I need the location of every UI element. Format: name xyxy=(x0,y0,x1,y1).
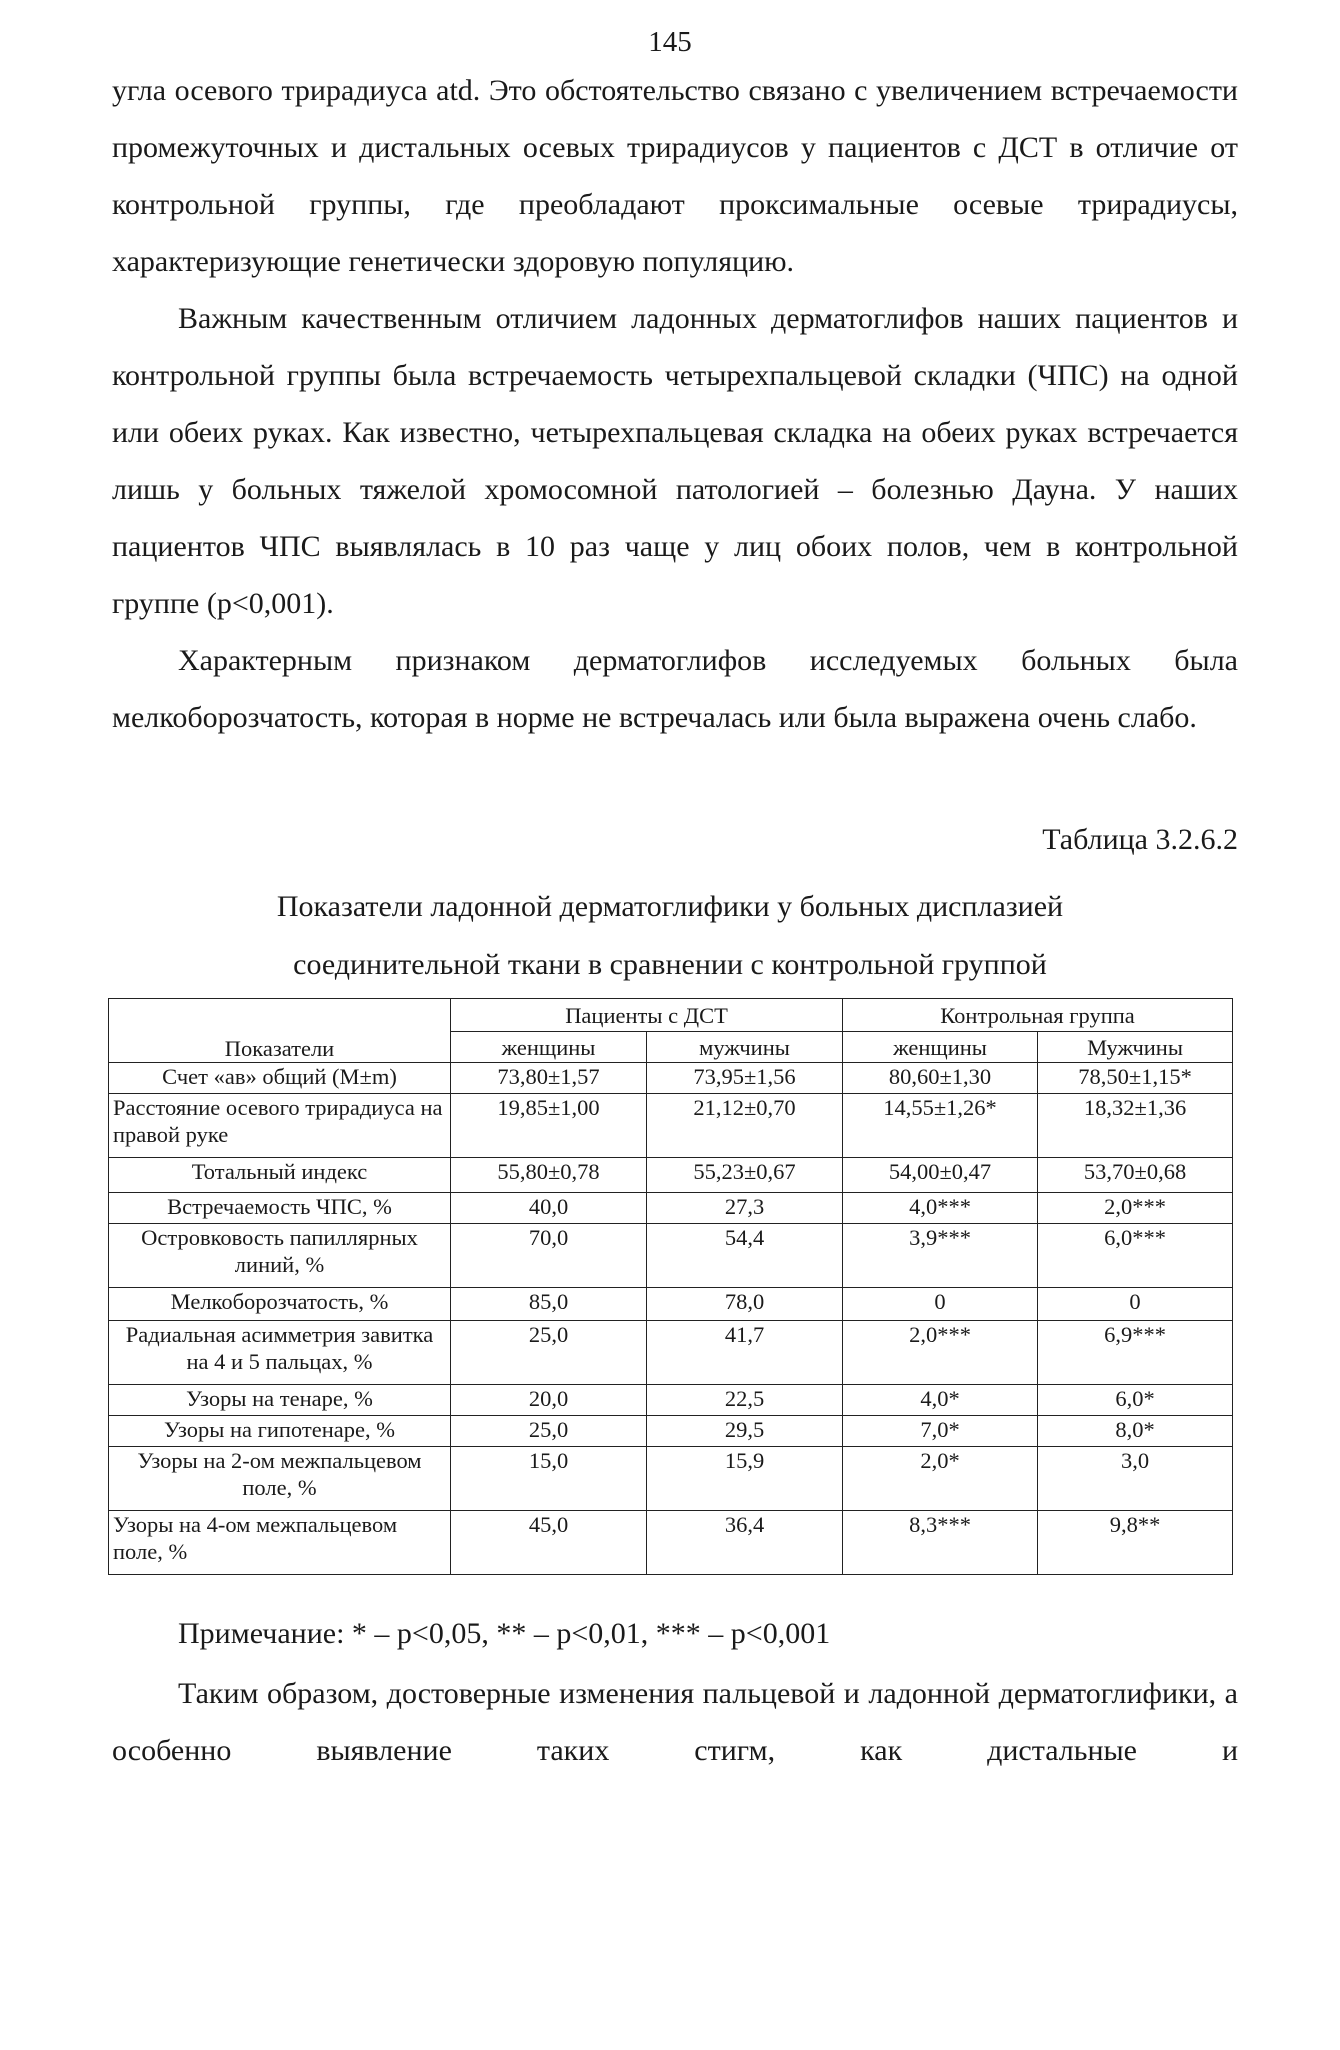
row-label: Узоры на тенаре, % xyxy=(109,1385,451,1416)
cell-patients-men: 27,3 xyxy=(647,1193,843,1224)
row-label: Узоры на 4-ом межпальцевом поле, % xyxy=(109,1511,451,1575)
cell-control-men: 8,0* xyxy=(1038,1416,1233,1447)
cell-patients-men: 21,12±0,70 xyxy=(647,1094,843,1158)
cell-control-men: 2,0*** xyxy=(1038,1193,1233,1224)
cell-control-women: 7,0* xyxy=(843,1416,1038,1447)
cell-control-women: 2,0* xyxy=(843,1447,1038,1511)
cell-control-men: 6,0*** xyxy=(1038,1224,1233,1288)
cell-patients-women: 15,0 xyxy=(451,1447,647,1511)
paragraph-conclusion: Таким образом, достоверные изменения пальцевой и ладонной дерматоглифики, а особенно выявление таких стигм, как дистальные и xyxy=(112,1677,1238,1767)
table-title-line-1: Показатели ладонной дерматоглифики у больных дисплазией xyxy=(276,890,1064,923)
cell-patients-men: 41,7 xyxy=(647,1321,843,1385)
header-group-patients: Пациенты с ДСТ xyxy=(451,999,843,1032)
paragraph-fine-furrowing: Характерным признаком дерматоглифов исследуемых больных была мелкоборозчатость, которая в норме не встречалась или была выражена очень слабо. xyxy=(112,644,1238,734)
header-patients-men: мужчины xyxy=(647,1032,843,1063)
table-row xyxy=(109,1224,1233,1288)
row-label: Счет «ав» общий (M±m) xyxy=(109,1063,451,1094)
cell-control-men: 0 xyxy=(1038,1288,1233,1321)
table-header-row-groups xyxy=(109,999,1233,1032)
table-row xyxy=(109,1288,1233,1321)
cell-patients-women: 70,0 xyxy=(451,1224,647,1288)
table-note: Примечание: * – p<0,05, ** – p<0,01, *** – p<0,001 xyxy=(178,1617,831,1650)
cell-patients-women: 45,0 xyxy=(451,1511,647,1575)
header-patients-women: женщины xyxy=(451,1032,647,1063)
row-label: Радиальная асимметрия завитка на 4 и 5 пальцах, % xyxy=(109,1321,451,1385)
cell-control-women: 0 xyxy=(843,1288,1038,1321)
row-label: Узоры на гипотенаре, % xyxy=(109,1416,451,1447)
cell-control-men: 18,32±1,36 xyxy=(1038,1094,1233,1158)
cell-patients-men: 73,95±1,56 xyxy=(647,1063,843,1094)
cell-patients-women: 19,85±1,00 xyxy=(451,1094,647,1158)
paragraph-continued: угла осевого трирадиуса atd. Это обстоятельство связано с увеличением встречаемости промежуточных и дистальных осевых трирадиусов у пациентов с ДСТ в отличие от контрольной группы, где преобладают проксимальные осевые трирадиусы, характеризующие генетически здоровую популяцию. xyxy=(112,74,1238,278)
table-row xyxy=(109,1158,1233,1193)
cell-patients-men: 55,23±0,67 xyxy=(647,1158,843,1193)
header-indicator: Показатели xyxy=(109,999,451,1063)
cell-patients-women: 85,0 xyxy=(451,1288,647,1321)
cell-control-women: 80,60±1,30 xyxy=(843,1063,1038,1094)
cell-patients-women: 25,0 xyxy=(451,1416,647,1447)
cell-patients-women: 20,0 xyxy=(451,1385,647,1416)
row-label: Узоры на 2-ом межпальцевом поле, % xyxy=(109,1447,451,1511)
cell-control-women: 54,00±0,47 xyxy=(843,1158,1038,1193)
row-label: Расстояние осевого трирадиуса на правой руке xyxy=(109,1094,451,1158)
cell-control-women: 2,0*** xyxy=(843,1321,1038,1385)
cell-patients-women: 73,80±1,57 xyxy=(451,1063,647,1094)
body-text-bottom xyxy=(112,1665,1238,1779)
cell-patients-women: 25,0 xyxy=(451,1321,647,1385)
header-control-men: Мужчины xyxy=(1038,1032,1233,1063)
cell-control-women: 4,0*** xyxy=(843,1193,1038,1224)
cell-patients-men: 29,5 xyxy=(647,1416,843,1447)
body-text-top xyxy=(112,62,1238,746)
table-row xyxy=(109,1063,1233,1094)
table-row xyxy=(109,1094,1233,1158)
table-row xyxy=(109,1385,1233,1416)
cell-patients-women: 40,0 xyxy=(451,1193,647,1224)
cell-patients-men: 78,0 xyxy=(647,1288,843,1321)
dermatoglyphics-table xyxy=(108,998,1233,1575)
cell-control-men: 9,8** xyxy=(1038,1511,1233,1575)
cell-patients-men: 36,4 xyxy=(647,1511,843,1575)
table-row xyxy=(109,1193,1233,1224)
table-row xyxy=(109,1321,1233,1385)
cell-control-women: 3,9*** xyxy=(843,1224,1038,1288)
cell-patients-women: 55,80±0,78 xyxy=(451,1158,647,1193)
table-title-line-2: соединительной ткани в сравнении с контрольной группой xyxy=(293,948,1047,981)
cell-control-women: 14,55±1,26* xyxy=(843,1094,1038,1158)
page-number: 145 xyxy=(648,26,692,58)
cell-control-men: 6,0* xyxy=(1038,1385,1233,1416)
row-label: Встречаемость ЧПС, % xyxy=(109,1193,451,1224)
table-row xyxy=(109,1447,1233,1511)
cell-control-men: 53,70±0,68 xyxy=(1038,1158,1233,1193)
cell-patients-men: 15,9 xyxy=(647,1447,843,1511)
cell-patients-men: 54,4 xyxy=(647,1224,843,1288)
table-row xyxy=(109,1511,1233,1575)
table-title xyxy=(0,878,1340,994)
row-label: Островковость папиллярных линий, % xyxy=(109,1224,451,1288)
header-group-control: Контрольная группа xyxy=(843,999,1233,1032)
cell-patients-men: 22,5 xyxy=(647,1385,843,1416)
cell-control-men: 6,9*** xyxy=(1038,1321,1233,1385)
row-label: Тотальный индекс xyxy=(109,1158,451,1193)
table-row xyxy=(109,1416,1233,1447)
paragraph-four-finger-crease: Важным качественным отличием ладонных дерматоглифов наших пациентов и контрольной группы была встречаемость четырехпальцевой складки (ЧПС) на одной или обеих руках. Как известно, четырехпальцевая складка на обеих руках встречается лишь у больных тяжелой хромосомной патологией – болезнью Дауна. У наших пациентов ЧПС выявлялась в 10 раз чаще у лиц обоих полов, чем в контрольной группе (p<0,001). xyxy=(112,302,1238,620)
cell-control-women: 8,3*** xyxy=(843,1511,1038,1575)
cell-control-women: 4,0* xyxy=(843,1385,1038,1416)
row-label: Мелкоборозчатость, % xyxy=(109,1288,451,1321)
cell-control-men: 3,0 xyxy=(1038,1447,1233,1511)
header-control-women: женщины xyxy=(843,1032,1038,1063)
table-label: Таблица 3.2.6.2 xyxy=(1042,823,1238,856)
cell-control-men: 78,50±1,15* xyxy=(1038,1063,1233,1094)
